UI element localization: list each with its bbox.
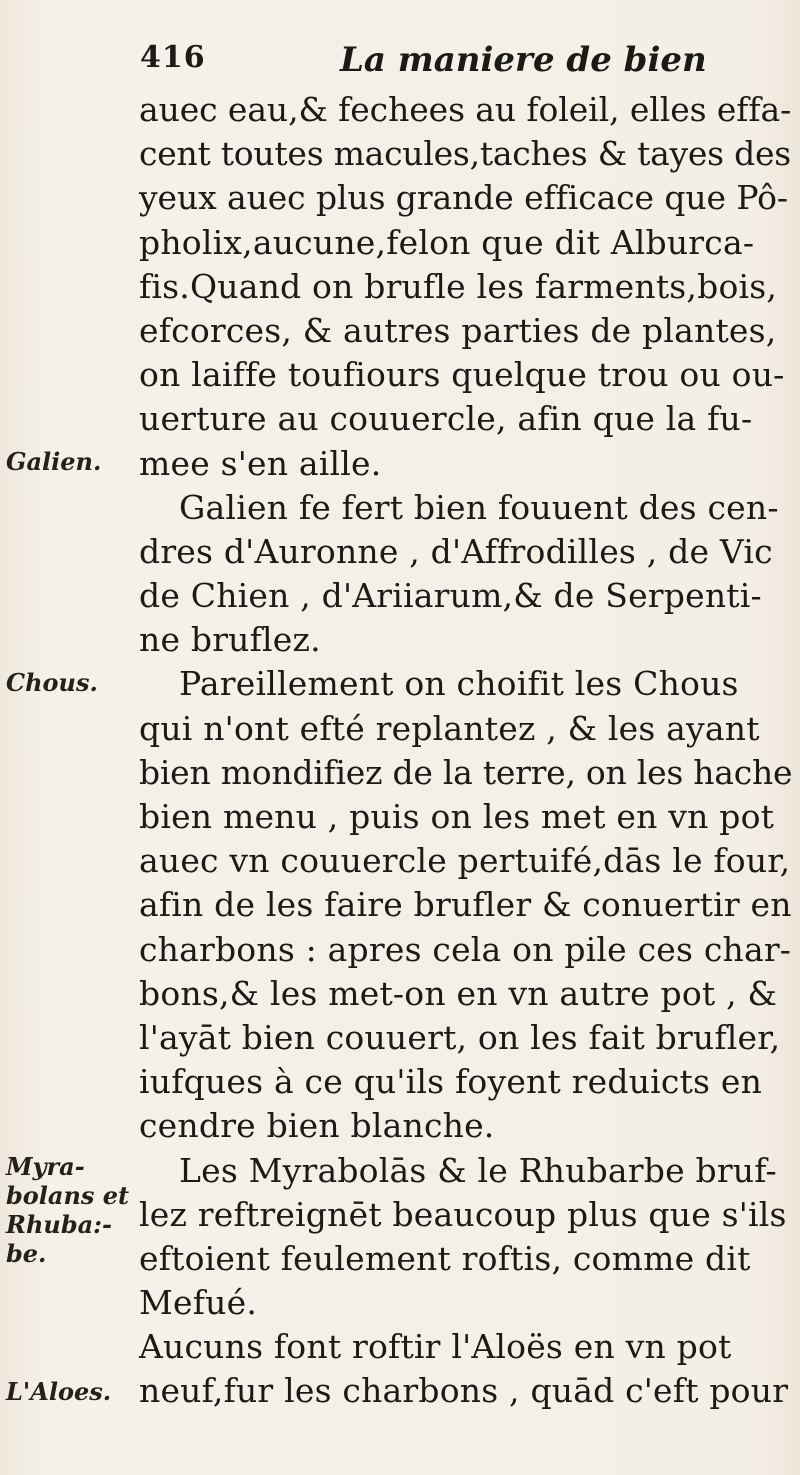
text-line: charbons : apres cela on pile ces char- (139, 929, 792, 969)
margin-notes (0, 0, 130, 1475)
text-line: efcorces, & autres parties de plantes, (139, 310, 777, 350)
body-text (139, 88, 793, 1414)
margin-note-line: L'Aloes. (6, 1377, 112, 1406)
text-line: iufques à ce qu'ils foyent reduicts en (139, 1062, 763, 1102)
running-title: La maniere de bien (340, 40, 707, 80)
text-line: bien mondifiez de la terre, on les hache (139, 752, 793, 792)
margin-note-galien (6, 447, 101, 476)
text-line: cendre bien blanche. (139, 1106, 495, 1146)
text-line: Aucuns font roftir l'Aloës en vn pot (139, 1327, 732, 1367)
text-line: yeux auec plus grande efficace que Pô- (139, 178, 788, 218)
text-line: pholix,aucune,felon que dit Alburca- (139, 222, 755, 262)
text-line: bons,& les met-on en vn autre pot , & (139, 973, 778, 1013)
margin-note-myrabolans (6, 1152, 129, 1268)
text-line: fis.Quand on brufle les farments,bois, (139, 266, 778, 306)
margin-note-line: Rhuba:- (6, 1210, 112, 1239)
text-line: afin de les faire brufler & conuertir en (139, 885, 792, 925)
text-line: Mefué. (139, 1283, 258, 1323)
margin-note-line: be. (6, 1239, 47, 1268)
text-line: lez reftreignēt beaucoup plus que s'ils (139, 1194, 787, 1234)
text-line: Pareillement on choifit les Chous (179, 664, 739, 704)
text-line: ne bruflez. (139, 620, 321, 660)
margin-note-line: Myra- (6, 1152, 85, 1181)
text-line: eftoient feulement roftis, comme dit (139, 1238, 751, 1278)
text-line: uerture au couuercle, afin que la fu- (139, 399, 753, 439)
text-line: auec eau,& fechees au foleil, elles effa- (139, 90, 792, 129)
text-line: de Chien , d'Ariiarum,& de Serpenti- (139, 576, 762, 616)
text-line: neuf,fur les charbons , quād c'eft pour (139, 1371, 789, 1411)
text-line: l'ayāt bien couuert, on les fait brufler, (139, 1017, 781, 1057)
text-line: cent toutes macules,taches & tayes des (139, 134, 791, 174)
margin-note-line: Galien. (6, 447, 102, 476)
text-line: on laiffe toufiours quelque trou ou ou- (139, 355, 785, 395)
page-number: 416 (140, 40, 206, 75)
running-head (140, 40, 720, 90)
margin-note-line: Chous. (6, 668, 98, 697)
text-line: dres d'Auronne , d'Affrodilles , de Vic (139, 531, 773, 571)
margin-note-aloes (6, 1377, 111, 1406)
text-line: qui n'ont efté replantez , & les ayant (139, 708, 760, 748)
margin-note-line: bolans et (6, 1181, 130, 1210)
margin-note-chous (6, 668, 98, 697)
text-line: auec vn couuercle pertuifé,dās le four, (139, 841, 791, 881)
text-line: bien menu , puis on les met en vn pot (139, 797, 775, 836)
text-line: mee s'en aille. (139, 443, 382, 483)
text-line: Les Myrabolās & le Rhubarbe bruf- (179, 1150, 777, 1190)
text-line: Galien fe fert bien fouuent des cen- (179, 487, 779, 527)
